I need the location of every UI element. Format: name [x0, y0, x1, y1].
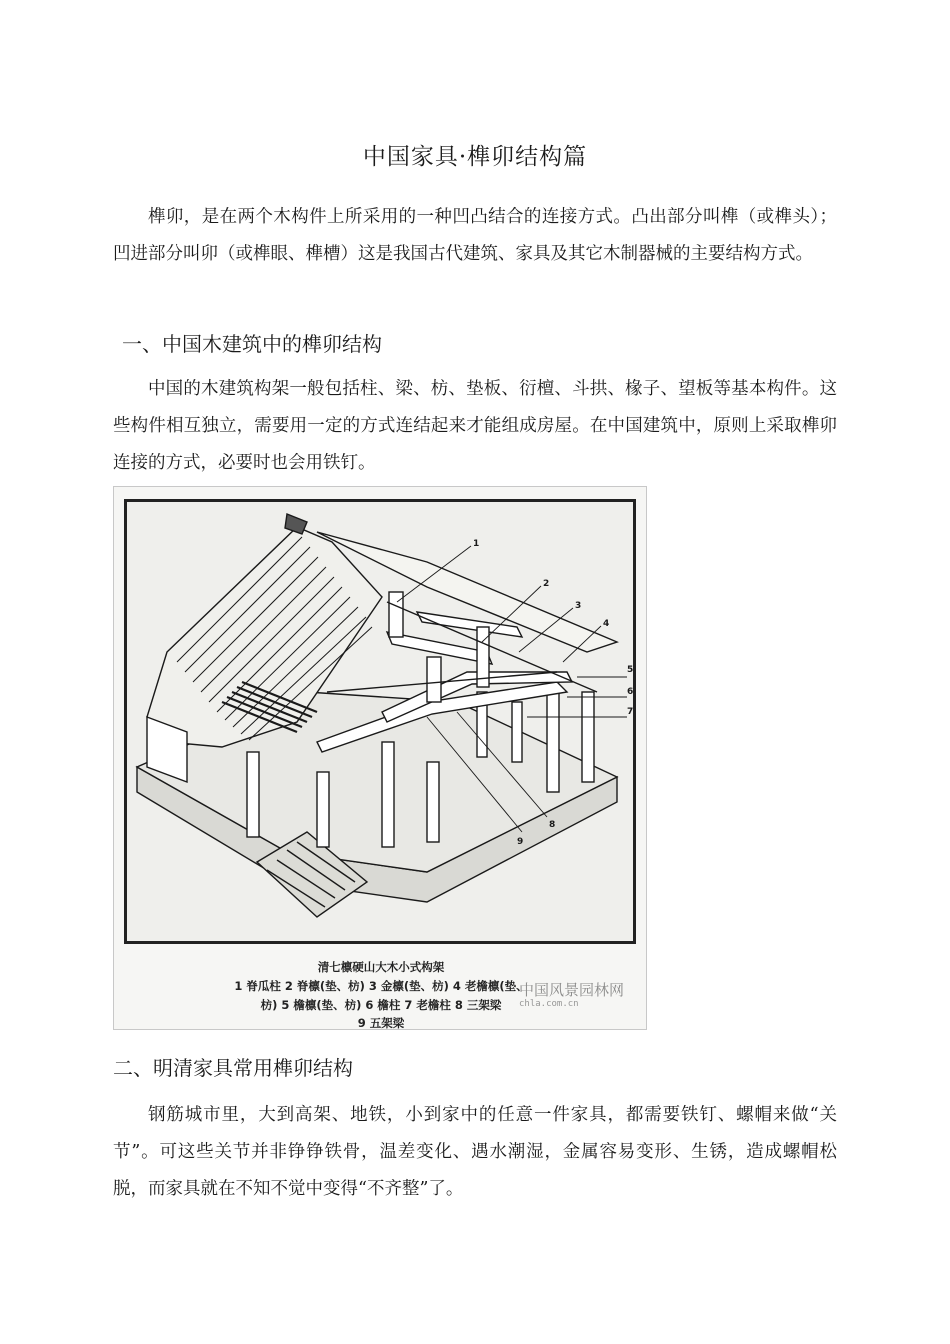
watermark-logo: 中国风景园林网: [519, 981, 625, 999]
callout-1: 1: [473, 539, 480, 549]
section2-heading: 二、明清家具常用榫卯结构: [113, 1056, 353, 1080]
callout-4: 4: [603, 619, 610, 629]
callout-2: 2: [543, 579, 550, 589]
section2-paragraph: 钢筋城市里，大到高架、地铁，小到家中的任意一件家具，都需要铁钉、螺帽来做“关节”。可这些关节并非铮铮铁骨，温差变化、遇水潮湿，金属容易变形、生锈，造成螺帽松脱，而家具就在不知不觉中变得“不齐整”了。: [113, 1105, 837, 1199]
figure-caption-line3: 9 五架梁: [357, 1016, 405, 1030]
intro-paragraph: 榫卯，是在两个木构件上所采用的一种凹凸结合的连接方式。凸出部分叫榫（或榫头）；凹进部分叫卯（或榫眼、榫槽）这是我国古代建筑、家具及其它木制器械的主要结构方式。: [113, 207, 837, 264]
section1-heading: 一、中国木建筑中的榫卯结构: [122, 332, 382, 356]
watermark-url: chla.com.cn: [519, 999, 579, 1009]
callout-8: 8: [549, 820, 556, 830]
callout-6: 6: [627, 687, 633, 697]
callout-7: 7: [627, 707, 633, 717]
timber-frame-figure: [113, 486, 647, 1030]
figure-caption-line2: 枋) 5 檐檩(垫、枋) 6 檐柱 7 老檐柱 8 三架梁: [260, 998, 502, 1012]
figure-caption-title: 清七檩硬山大木小式构架: [317, 960, 445, 974]
timber-frame-illustration: [127, 502, 633, 941]
callout-9: 9: [517, 837, 524, 847]
figure-drawing-frame: [124, 499, 636, 944]
section1-paragraph: 中国的木建筑构架一般包括柱、梁、枋、垫板、衍檀、斗拱、椽子、望板等基本构件。这些构件相互独立，需要用一定的方式连结起来才能组成房屋。在中国建筑中，原则上采取榫卯连接的方式，必要时也会用铁钉。: [113, 379, 837, 473]
callout-3: 3: [575, 601, 582, 611]
page-title: 中国家具·榫卯结构篇: [362, 144, 588, 170]
callout-5: 5: [627, 665, 633, 675]
figure-caption-line1: 1 脊瓜柱 2 脊檩(垫、枋) 3 金檩(垫、枋) 4 老檐檩(垫、: [234, 979, 528, 993]
